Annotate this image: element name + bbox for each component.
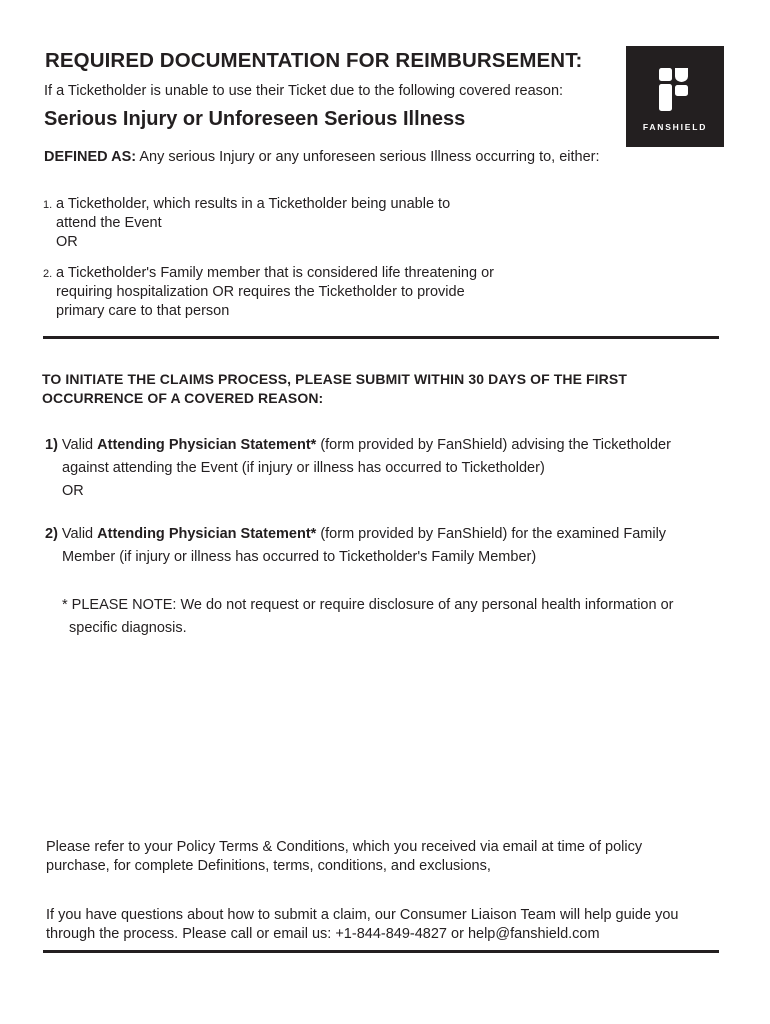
contact-text: If you have questions about how to submit a claim, our Consumer Liaison Team will help guide you through the process. Please call or email us: +1-844-849-4827 or help@fanshield.com (46, 907, 679, 942)
footer-divider (43, 950, 719, 953)
requirement-2 (45, 523, 715, 569)
requirement-line: against attending the Event (if injury or illness has occurred to Ticketholder) (62, 460, 545, 476)
page-title: REQUIRED DOCUMENTATION FOR REIMBURSEMENT: (45, 49, 583, 72)
note-line: * PLEASE NOTE: We do not request or require disclosure of any personal health information or (62, 597, 674, 613)
item-number: 1. (43, 199, 53, 211)
fanshield-shield-icon (626, 46, 724, 116)
item-line: a Ticketholder's Family member that is considered life threatening or (56, 265, 494, 281)
requirement-suffix: (form provided by FanShield) for the examined Family (316, 526, 667, 542)
definition-body: Any serious Injury or any unforeseen serious Illness occurring to, either: (136, 149, 600, 165)
item-line: attend the Event (56, 215, 162, 231)
requirement-number: 1) (45, 437, 58, 453)
item-line: a Ticketholder, which results in a Ticketholder being unable to (56, 196, 451, 212)
requirement-prefix: Valid (57, 437, 98, 453)
claims-instruction: TO INITIATE THE CLAIMS PROCESS, PLEASE SUBMIT WITHIN 30 DAYS OF THE FIRST OCCURRENCE OF A COVERED REASON: (42, 371, 627, 406)
requirement-1 (45, 434, 715, 503)
definition-label: DEFINED AS: (44, 149, 137, 165)
policy-reference-text: Please refer to your Policy Terms & Conditions, which you received via email at time of policy purchase, for complete Definitions, terms, conditions, and exclusions, (46, 839, 643, 874)
privacy-note (62, 594, 712, 640)
item-line: OR (56, 234, 78, 250)
logo-wordmark: FANSHIELD (642, 122, 708, 132)
requirement-form-name: Attending Physician Statement* (97, 526, 317, 542)
fanshield-logo (626, 46, 724, 147)
requirement-number: 2) (45, 526, 58, 542)
intro-text: If a Ticketholder is unable to use their Ticket due to the following covered reason: (44, 83, 564, 99)
definition-item-1 (43, 195, 516, 252)
note-line: specific diagnosis. (69, 620, 187, 636)
covered-reason-heading: Serious Injury or Unforeseen Serious Illness (44, 108, 466, 130)
definition-text (44, 148, 604, 167)
requirement-line: OR (62, 483, 84, 499)
definition-item-2 (43, 264, 516, 321)
item-line: primary care to that person (56, 303, 230, 319)
requirement-form-name: Attending Physician Statement* (97, 437, 317, 453)
requirement-prefix: Valid (57, 526, 98, 542)
item-line: requiring hospitalization OR requires the Ticketholder to provide (56, 284, 465, 300)
item-number: 2. (43, 268, 53, 280)
requirement-line: Member (if injury or illness has occurred to Ticketholder's Family Member) (62, 549, 537, 565)
requirement-suffix: (form provided by FanShield) advising the Ticketholder (316, 437, 671, 453)
section-divider (43, 336, 719, 339)
